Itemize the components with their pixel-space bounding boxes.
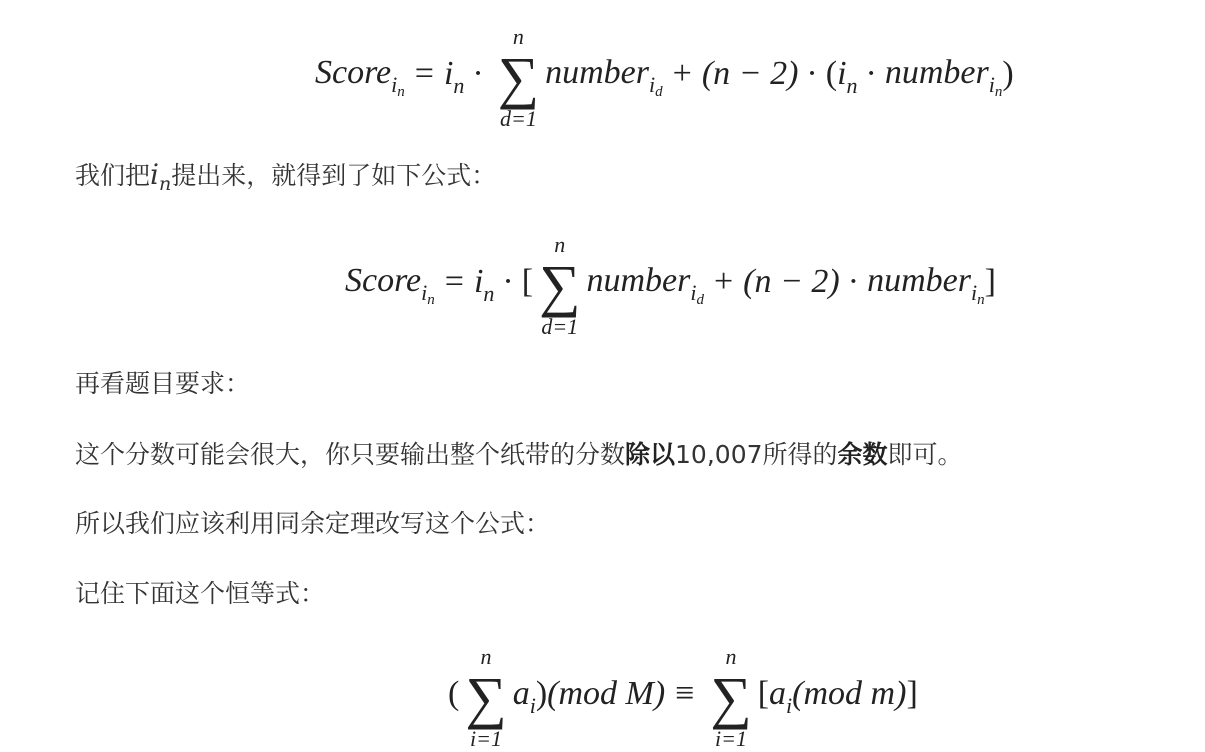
eq1-dot: · — [472, 55, 484, 92]
eq2-dot: · — [502, 263, 514, 300]
eq1-factor: $i_n$ — [443, 55, 465, 98]
equation-score-expanded — [315, 22, 1014, 131]
eq3-sum1-lower: i=1 — [470, 726, 502, 751]
equation-score-factored — [345, 230, 996, 339]
eq1-paren-part: (n − 2) — [701, 55, 799, 92]
eq2-summation — [539, 234, 580, 338]
text1-after: 提出来，就得到了如下公式： — [171, 161, 497, 190]
eq2-factor: $i_n$ — [473, 263, 495, 306]
eq2-term: number$_{i_d}$ — [586, 262, 704, 308]
eq3-summation-1 — [465, 646, 506, 750]
eq2-dot2: · — [847, 263, 860, 300]
eq2-sum-upper: n — [554, 232, 566, 257]
eq3-sum2-upper: n — [725, 644, 737, 669]
sigma-icon: ∑ — [710, 665, 752, 730]
eq1-plus: + — [672, 55, 692, 92]
eq1-close-paren: ) — [1002, 55, 1014, 92]
eq1-lhs: Score$_{i_n}$ — [315, 54, 405, 100]
paragraph-rewrite: 所以我们应该利用同余定理改写这个公式： — [75, 509, 551, 538]
eq3-mod: (mod M) — [547, 675, 666, 712]
eq3-a-term: $a_i$ — [512, 675, 536, 718]
eq2-equals: = — [444, 263, 464, 300]
eq2-paren-part: (n − 2) — [743, 263, 840, 300]
eq3-open-bracket: [ — [757, 675, 770, 712]
eq3-equiv: ≡ — [675, 675, 695, 712]
sigma-icon: ∑ — [539, 253, 581, 318]
sigma-icon: ∑ — [465, 665, 507, 730]
eq2-open-bracket: [ — [521, 263, 534, 300]
eq2-lhs: Score$_{i_n}$ — [345, 262, 435, 308]
eq1-sum-lower: d=1 — [500, 106, 537, 131]
eq3-close-paren: ) — [535, 675, 548, 712]
sigma-icon: ∑ — [497, 45, 540, 110]
text3-part1: 这个分数可能会很大，你只要输出整个纸带的分数 — [75, 440, 626, 469]
text1-inline-math: $i_n$ — [150, 158, 172, 195]
eq1-inner-factor: $i_n$ — [837, 55, 858, 98]
eq2-term2: number$_{i_n}$ — [867, 262, 985, 308]
eq2-sum-lower: d=1 — [541, 314, 579, 339]
eq3-close-bracket: ] — [906, 675, 918, 712]
eq1-equals: = — [414, 55, 434, 92]
eq1-open-paren: ( — [825, 55, 838, 92]
eq2-close-bracket: ] — [984, 263, 996, 300]
eq2-plus: + — [713, 263, 734, 300]
text3-part2: 10,007所得的 — [675, 440, 838, 469]
eq1-inner-term: number$_{i_n}$ — [884, 54, 1003, 100]
eq1-dot2: · — [806, 55, 818, 92]
paragraph-identity: 记住下面这个恒等式： — [75, 579, 326, 608]
eq3-a2-term: $a_i$ — [769, 675, 793, 718]
eq3-mod2: (mod m) — [792, 675, 907, 712]
paragraph-modulo-note — [75, 438, 963, 472]
text3-part3: 即可。 — [887, 440, 963, 469]
eq1-term: number$_{i_d}$ — [545, 54, 663, 100]
text3-bold-remainder: 余数 — [837, 440, 888, 469]
paragraph-requirement: 再看题目要求： — [75, 369, 251, 398]
text1-before: 我们把 — [75, 161, 151, 190]
paragraph-extract-factor — [75, 158, 496, 201]
eq1-sum-upper: n — [512, 24, 524, 49]
eq1-summation — [498, 26, 539, 130]
eq3-sum2-lower: i=1 — [715, 726, 748, 751]
text3-bold-divide: 除以 — [625, 440, 676, 469]
eq1-dot3: · — [865, 55, 877, 92]
equation-congruence-identity — [448, 642, 918, 751]
eq3-summation-2 — [710, 646, 751, 750]
eq3-sum1-upper: n — [480, 644, 492, 669]
eq3-open-paren: ( — [448, 675, 460, 712]
